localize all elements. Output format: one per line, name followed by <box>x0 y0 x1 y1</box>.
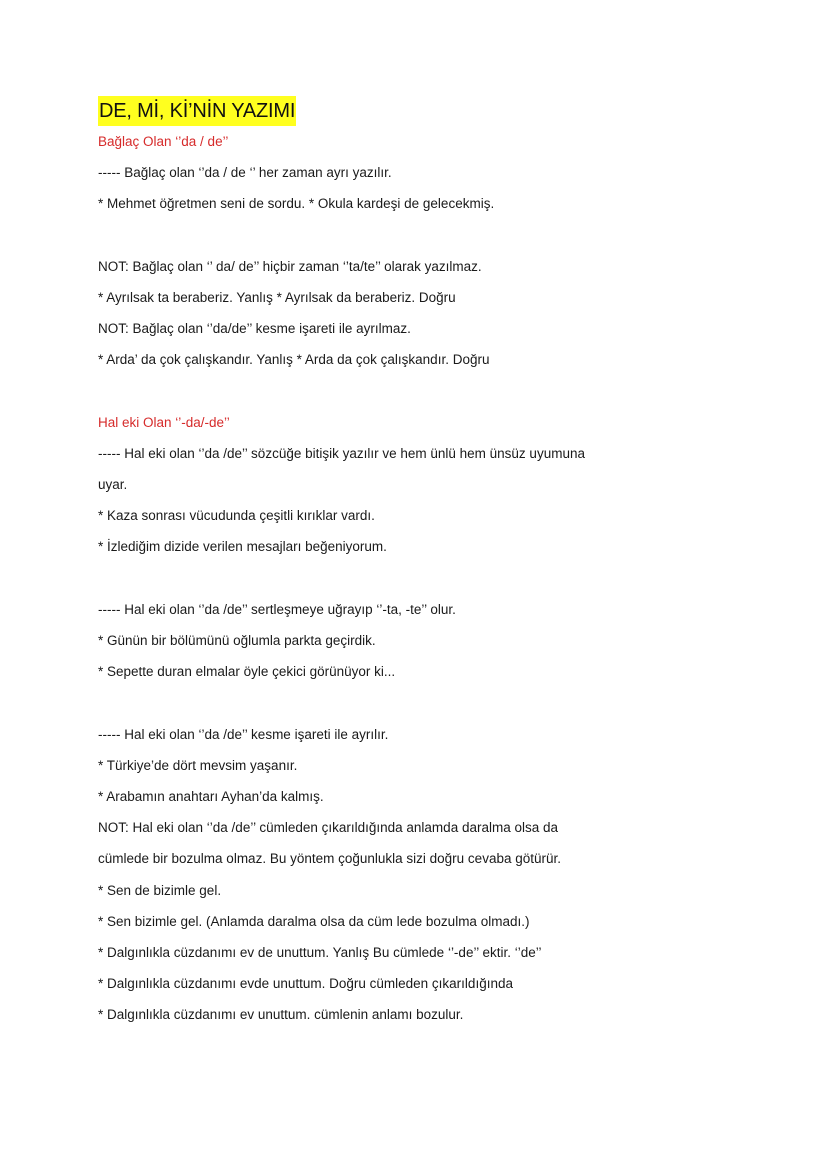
document-page <box>98 96 738 1030</box>
note-line: NOT: Bağlaç olan ‘’ da/ de’’ hiçbir zaman ‘’ta/te’’ olarak yazılmaz. <box>98 258 482 274</box>
note-line: NOT: Hal eki olan ‘’da /de’’ cümleden çıkarıldığında anlamda daralma olsa da <box>98 820 559 836</box>
text-line: * Dalgınlıkla cüzdanımı evde unuttum. Doğru cümleden çıkarıldığında <box>98 976 513 992</box>
text-line: * Mehmet öğretmen seni de sordu. * Okula kardeşi de gelecekmiş. <box>98 196 495 212</box>
note-line: NOT: Bağlaç olan ‘’da/de’’ kesme işareti ile ayrılmaz. <box>98 321 411 337</box>
text-line: * Dalgınlıkla cüzdanımı ev unuttum. cümlenin anlamı bozulur. <box>98 1007 464 1023</box>
text-line: ----- Hal eki olan ‘’da /de’’ kesme işareti ile ayrılır. <box>98 726 389 742</box>
text-line: * Sepette duran elmalar öyle çekici görünüyor ki... <box>98 664 396 680</box>
text-line: * Kaza sonrası vücudunda çeşitli kırıklar vardı. <box>98 508 375 524</box>
text-line: * İzlediğim dizide verilen mesajları beğeniyorum. <box>98 539 387 555</box>
text-line: ----- Bağlaç olan ‘’da / de ‘’ her zaman ayrı yazılır. <box>98 165 392 181</box>
text-line: uyar. <box>98 477 128 493</box>
text-line: * Türkiye’de dört mevsim yaşanır. <box>98 757 298 773</box>
page-title: DE, Mİ, Kİ’NİN YAZIMI <box>98 96 296 126</box>
text-line: * Arabamın anahtarı Ayhan’da kalmış. <box>98 788 324 804</box>
text-line: ----- Hal eki olan ‘’da /de’’ sözcüğe bitişik yazılır ve hem ünlü hem ünsüz uyumuna <box>98 445 585 461</box>
text-line: * Dalgınlıkla cüzdanımı ev de unuttum. Yanlış Bu cümlede ‘’-de’’ ektir. ‘’de’’ <box>98 944 542 960</box>
text-line: * Sen de bizimle gel. <box>98 882 222 898</box>
text-line: * Ayrılsak ta beraberiz. Yanlış * Ayrılsak da beraberiz. Doğru <box>98 289 456 305</box>
text-line: cümlede bir bozulma olmaz. Bu yöntem çoğunlukla sizi doğru cevaba götürür. <box>98 851 561 867</box>
section-heading-baglac: Bağlaç Olan ‘’da / de’’ <box>98 134 229 149</box>
blank-line <box>98 376 738 407</box>
blank-line <box>98 563 738 594</box>
text-line: * Sen bizimle gel. (Anlamda daralma olsa da cüm lede bozulma olmadı.) <box>98 913 530 929</box>
text-line: * Günün bir bölümünü oğlumla parkta geçirdik. <box>98 633 376 648</box>
blank-line <box>98 687 738 718</box>
blank-line <box>98 220 738 251</box>
text-line: ----- Hal eki olan ‘’da /de’’ sertleşmeye uğrayıp ‘’-ta, -te’’ olur. <box>98 601 456 617</box>
text-line: * Arda’ da çok çalışkandır. Yanlış * Arda da çok çalışkandır. Doğru <box>98 352 490 368</box>
section-heading-hal-eki: Hal eki Olan ‘’-da/-de’’ <box>98 414 230 430</box>
